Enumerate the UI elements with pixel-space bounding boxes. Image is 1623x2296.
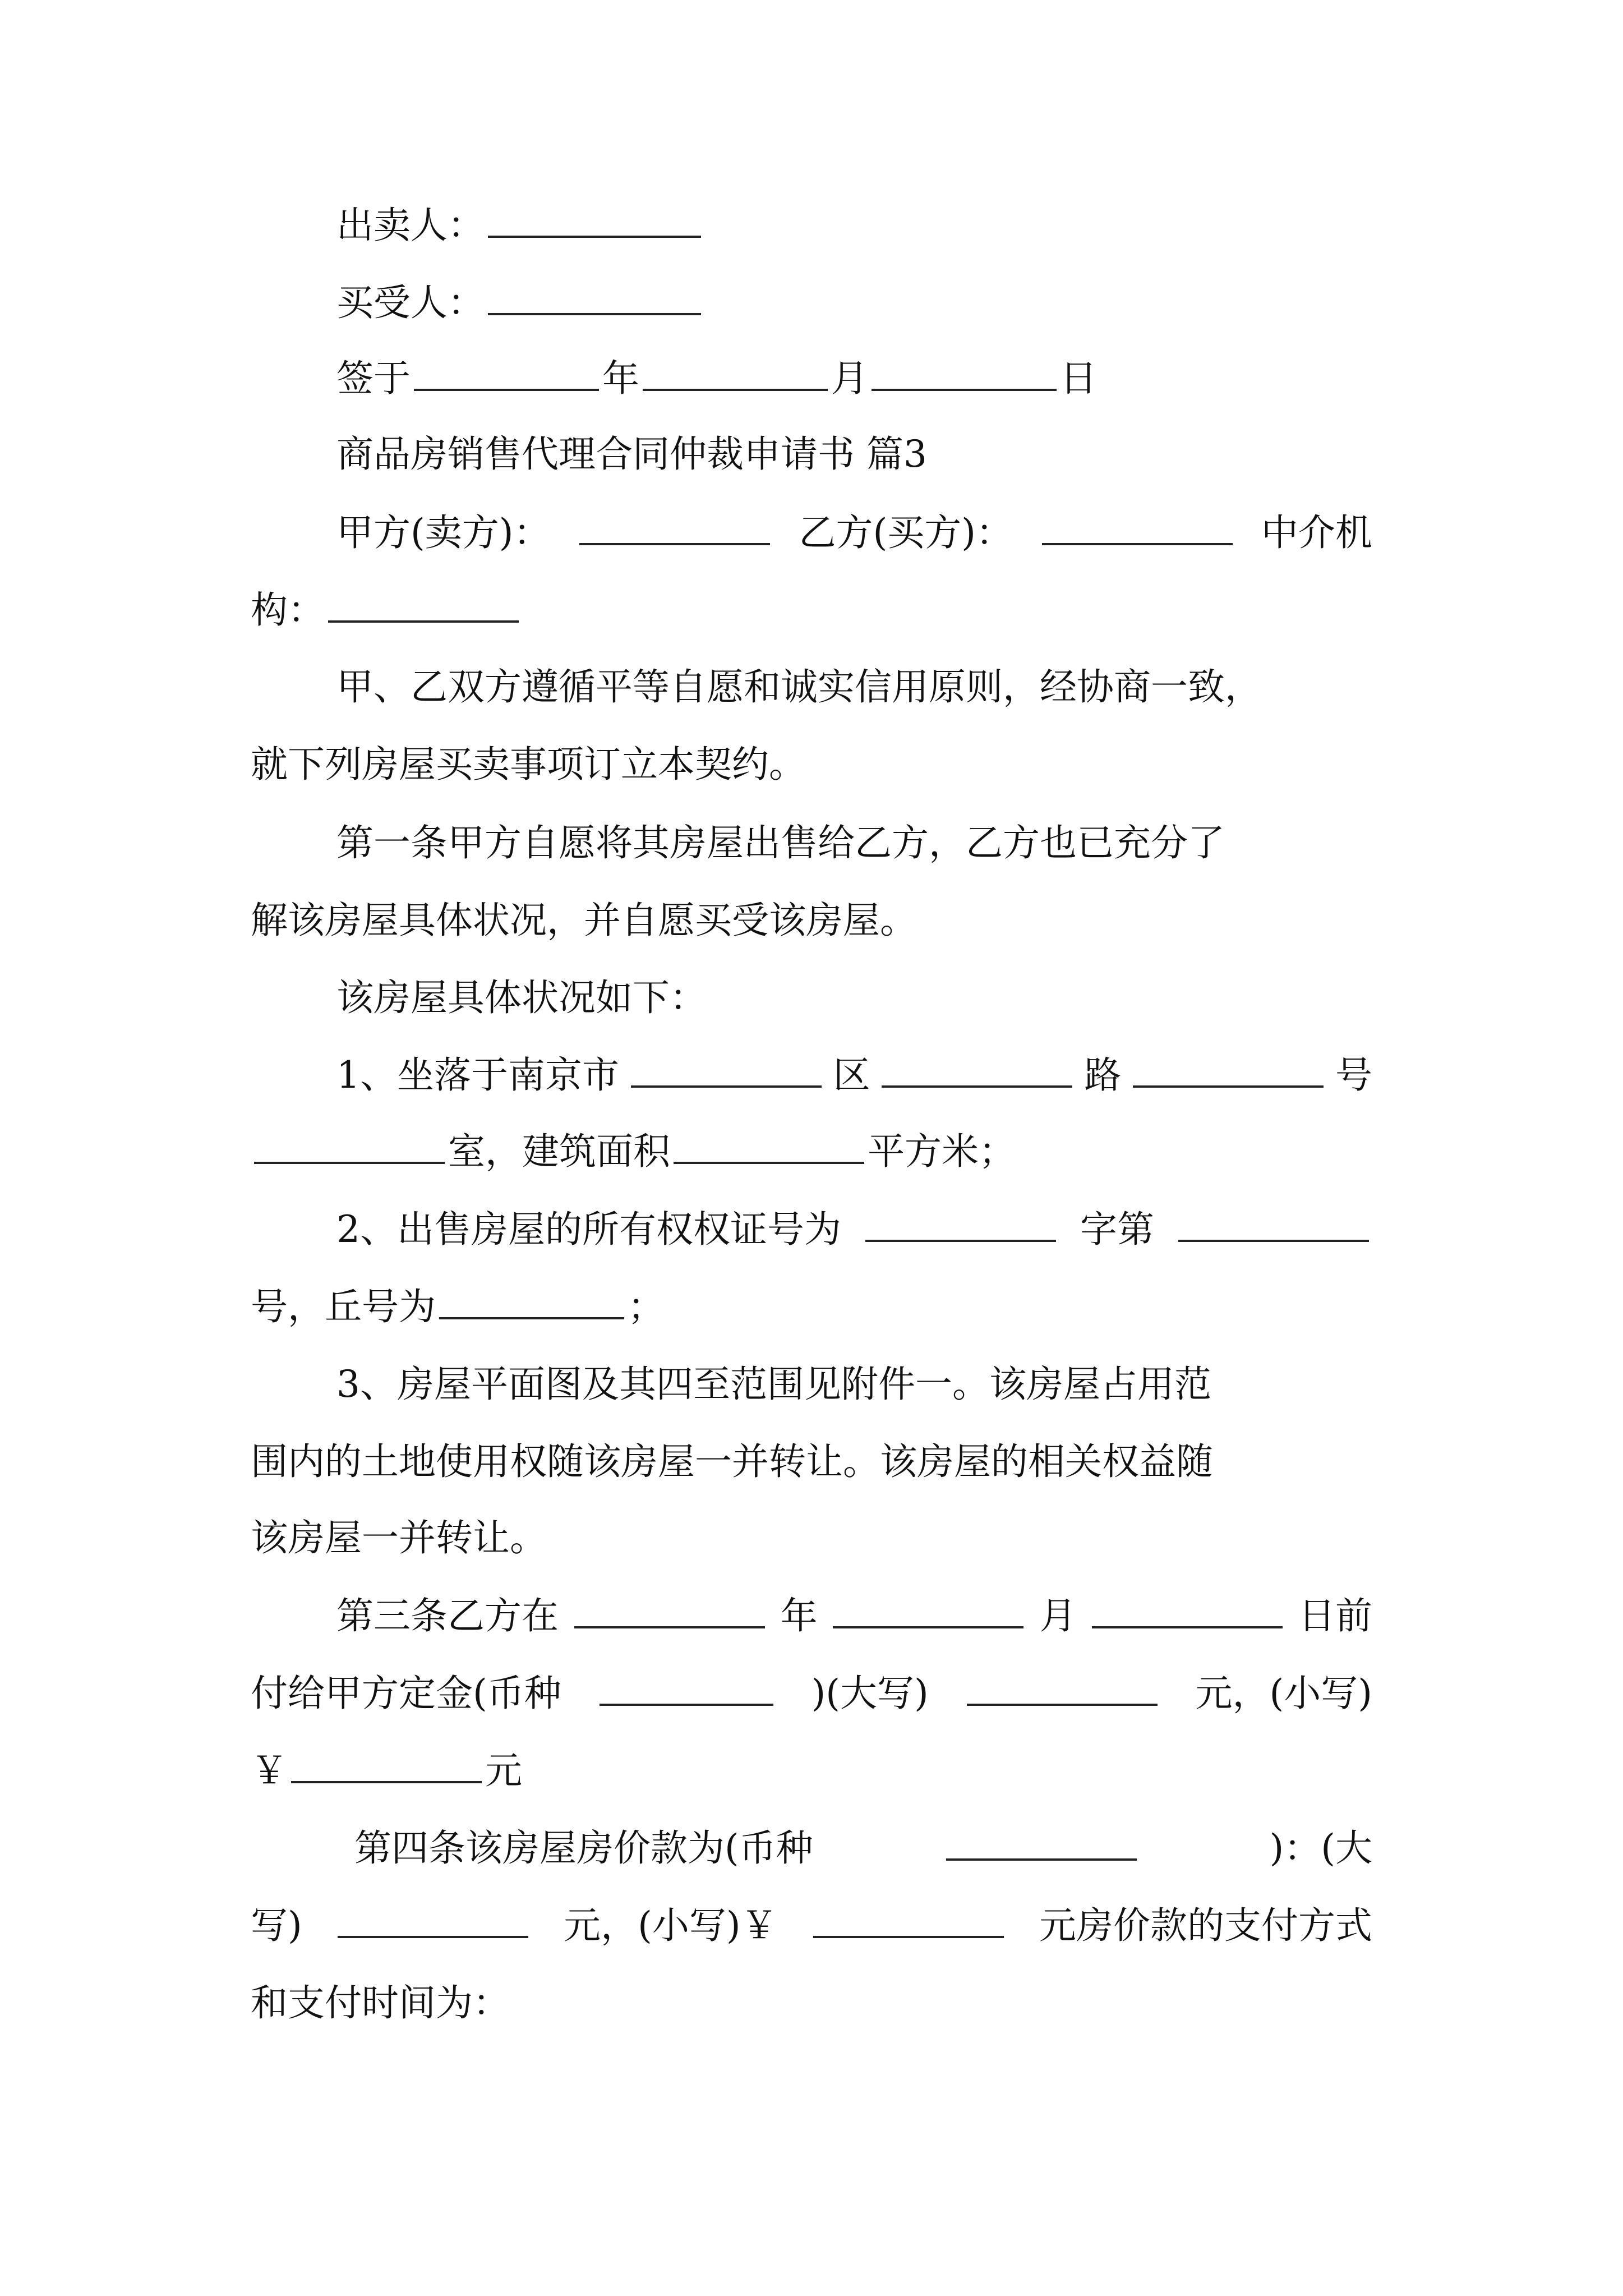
deposit-capital-blank[interactable] bbox=[967, 1670, 1158, 1706]
article-4-line-1 bbox=[354, 1818, 1372, 1879]
signed-year-label: 年 bbox=[602, 357, 639, 400]
certificate-no-label: 字第 bbox=[1080, 1208, 1154, 1251]
price-small-label: 元，(小写)￥ bbox=[564, 1904, 778, 1947]
room-blank[interactable] bbox=[254, 1128, 445, 1164]
item-2-line-2 bbox=[251, 1276, 1372, 1338]
room-area-label: 室，建筑面积 bbox=[448, 1130, 670, 1173]
signed-month-label: 月 bbox=[831, 357, 868, 400]
item-3-l2: 围内的土地使用权随该房屋一并转让。该房屋的相关权益随 bbox=[251, 1440, 1213, 1483]
deposit-yuan-label: 元 bbox=[485, 1749, 522, 1792]
party-b-blank[interactable] bbox=[1042, 509, 1233, 545]
signed-label: 签于 bbox=[336, 357, 411, 400]
certificate-blank[interactable] bbox=[865, 1206, 1056, 1242]
deposit-month-label: 月 bbox=[1039, 1594, 1077, 1637]
party-a-blank[interactable] bbox=[579, 509, 770, 545]
district-blank[interactable] bbox=[631, 1052, 822, 1088]
section-heading: 商品房销售代理合同仲裁申请书 篇3 bbox=[336, 432, 927, 476]
signed-date-line bbox=[336, 348, 1372, 409]
seller-blank[interactable] bbox=[488, 202, 701, 238]
item-3-l3: 该房屋一并转让。 bbox=[251, 1516, 547, 1559]
buyer-label: 买受人： bbox=[336, 281, 485, 324]
paragraph-principle-l2: 就下列房屋买卖事项订立本契约。 bbox=[251, 743, 806, 786]
deposit-year-blank[interactable] bbox=[574, 1593, 765, 1628]
deposit-month-blank[interactable] bbox=[833, 1593, 1023, 1628]
seller-label: 出卖人： bbox=[336, 204, 485, 247]
buyer-blank[interactable] bbox=[488, 279, 701, 315]
deposit-year-label: 年 bbox=[780, 1594, 818, 1637]
signed-day-label: 日 bbox=[1060, 357, 1097, 400]
agency-label-end: 构： bbox=[251, 588, 325, 632]
payment-method-label: 元房价款的支付方式 bbox=[1039, 1904, 1372, 1947]
deposit-day-label: 日前 bbox=[1298, 1594, 1372, 1637]
article-4-line-3: 和支付时间为： bbox=[251, 1981, 510, 2024]
agency-blank[interactable] bbox=[328, 587, 519, 623]
paragraph-principle-l1: 甲、乙双方遵循平等自愿和诚实信用原则，经协商一致， bbox=[336, 665, 1262, 708]
deposit-day-blank[interactable] bbox=[1092, 1593, 1283, 1628]
parties-line bbox=[336, 502, 1372, 564]
property-status-heading: 该房屋具体状况如下： bbox=[336, 976, 707, 1019]
signed-year-blank[interactable] bbox=[414, 355, 599, 391]
deposit-currency-label: 付给甲方定金(币种 bbox=[251, 1672, 561, 1715]
seller-line bbox=[336, 195, 1372, 256]
area-unit-label: 平方米； bbox=[868, 1130, 1016, 1173]
deposit-small-label: 元，(小写) bbox=[1195, 1672, 1372, 1715]
article-1-l2: 解该房屋具体状况，并自愿买受该房屋。 bbox=[251, 899, 917, 942]
article-1-l1: 第一条甲方自愿将其房屋出售给乙方，乙方也已充分了 bbox=[336, 821, 1225, 864]
parcel-end: ； bbox=[628, 1285, 665, 1328]
buyer-line bbox=[336, 272, 1372, 334]
parcel-blank[interactable] bbox=[439, 1283, 624, 1319]
item-2-line-1 bbox=[336, 1199, 1372, 1260]
price-capital-label-end: 写) bbox=[251, 1904, 302, 1947]
signed-day-blank[interactable] bbox=[872, 355, 1057, 391]
article-4-label: 第四条该房屋房价款为(币种 bbox=[354, 1826, 813, 1870]
area-blank[interactable] bbox=[674, 1128, 864, 1164]
party-b-label: 乙方(买方)： bbox=[799, 511, 1013, 554]
item-3-l1: 3、房屋平面图及其四至范围见附件一。该房屋占用范 bbox=[336, 1363, 1211, 1406]
price-capital-blank[interactable] bbox=[338, 1902, 528, 1938]
price-capital-label-start: )：(大 bbox=[1269, 1826, 1372, 1870]
district-label: 区 bbox=[833, 1053, 870, 1097]
number-blank[interactable] bbox=[1133, 1052, 1324, 1088]
deposit-amount-blank[interactable] bbox=[291, 1747, 482, 1783]
party-a-label: 甲方(卖方)： bbox=[336, 511, 551, 554]
agency-line bbox=[251, 579, 1372, 641]
road-label: 路 bbox=[1084, 1053, 1122, 1097]
deposit-currency-blank[interactable] bbox=[600, 1670, 773, 1706]
road-blank[interactable] bbox=[882, 1052, 1072, 1088]
parcel-label: 号，丘号为 bbox=[251, 1285, 436, 1328]
item-1-line-2 bbox=[251, 1121, 1372, 1182]
article-3-label: 第三条乙方在 bbox=[336, 1594, 559, 1637]
item-1-location-label: 1、坐落于南京市 bbox=[336, 1053, 619, 1097]
item-1-line-1 bbox=[336, 1045, 1372, 1106]
article-3-line-2 bbox=[251, 1663, 1372, 1724]
yuan-symbol: ￥ bbox=[251, 1749, 288, 1792]
number-label: 号 bbox=[1335, 1053, 1372, 1097]
deposit-capital-label: )(大写) bbox=[811, 1672, 929, 1715]
article-3-line-3 bbox=[251, 1740, 1372, 1802]
certificate-label: 2、出售房屋的所有权权证号为 bbox=[336, 1208, 841, 1251]
certificate-no-blank[interactable] bbox=[1178, 1206, 1369, 1242]
signed-month-blank[interactable] bbox=[643, 355, 828, 391]
agency-label-start: 中介机 bbox=[1261, 511, 1372, 554]
price-small-blank[interactable] bbox=[813, 1902, 1004, 1938]
price-currency-blank[interactable] bbox=[946, 1825, 1137, 1861]
article-4-line-2 bbox=[251, 1895, 1372, 1957]
article-3-line-1 bbox=[336, 1585, 1372, 1647]
